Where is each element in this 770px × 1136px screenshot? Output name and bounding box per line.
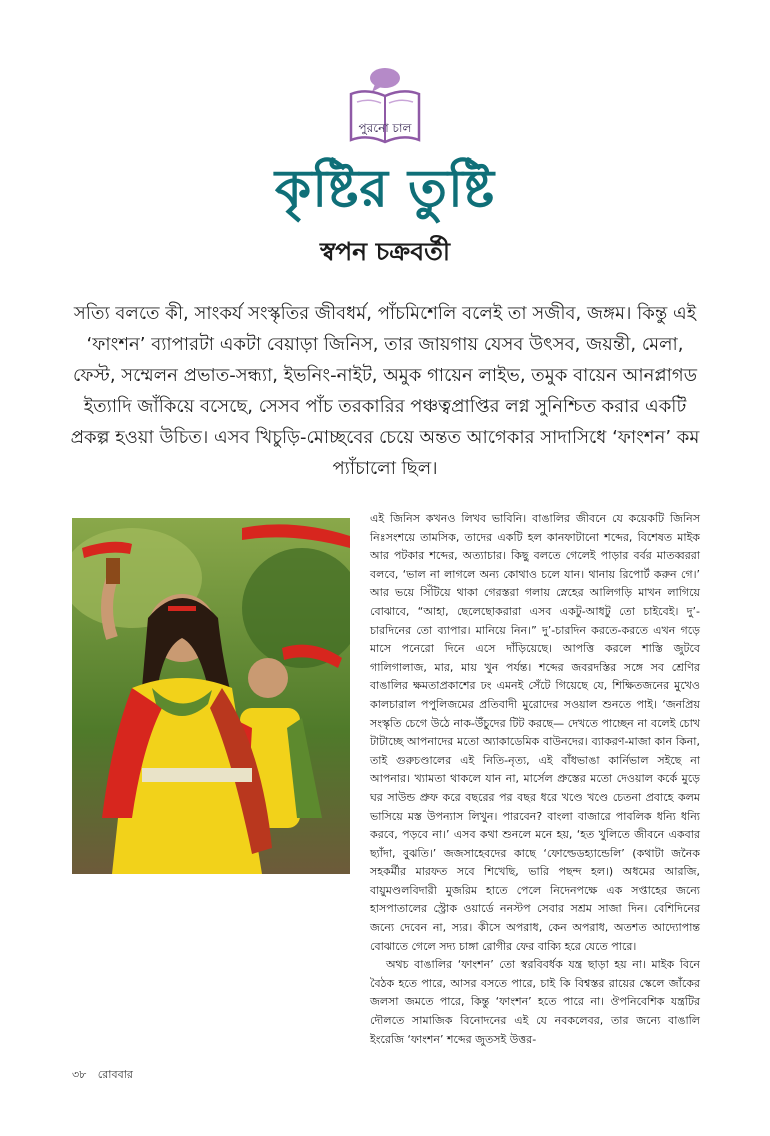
body-paragraph: এই জিনিস কখনও লিখব ভাবিনি। বাঙালির জীবনে যে কয়েকটি জিনিস নিঃসংশয়ে তামসিক, তাদের একটি হল কানফাটানো শব্দের, বিশেষত মাইক আর পটকার শব্দের, অত্যাচার। কিছু বলতে গেলেই পাড়ার বর্বর মাতব্বররা বলবে, ‘ভাল না লাগলে অন্য কোথাও চলে যান। থানায় রিপোর্ট করুন গে।’ আর ভয়ে সিঁটিয়ে থাকা গেরস্তরা গলায় স্নেহের আলিগড়ি মাখন লাগিয়ে বোঝাবে, “আহা, ছেলেছোকরারা এসব একটু-আধটু তো চাইবেই। দু’-চারদিনের তো ব্যাপার। মানিয়ে নিন।” দু’-চারদিন করতে-করতে এখন গড়ে মাসে পনেরো দিনে এসে দাঁড়িয়েছে। আপত্তি করলে শাস্তি জুটবে গালিগালাজ, মার, মায় খুন পর্যন্ত। শব্দের জবরদস্তির সঙ্গে সব শ্রেণির বাঙালির ক্ষমতাপ্রকাশের ঢং এমনই সেঁটে গিয়েছে যে, শিক্ষিতজনের মুখেও কালচারাল পপুলিজমের প্রতিবাদী মুরোদের সওয়াল শুনতে পাই। ‘জনপ্রিয় সংস্কৃতি চেগে উঠে নাক-উঁচুদের টিট করছে— দেখতে পাচ্ছেন না বলেই চোখ টাটাচ্ছে আপনাদের মতো অ্যাকাডেমিক বাউনদের। ব্যাকরণ-মাজা কান কিনা, তাই গুরুচণ্ডালের এই নিতি-নৃত্য, এই বাঁধভাঙা কার্নিভাল সইছে না আপনার। খ্যামতা থাকলে যান না, মার্সেল প্রুস্তের মতো দেওয়াল কর্কে মুড়ে ঘর সাউন্ড প্রুফ করে বছরের পর বছর ধরে খণ্ডে খণ্ডে চেতনা প্রবাহে কলম ভাসিয়ে মস্ত উপন্যাস লিখুন। পারবেন? বাংলা বাজারে পাবলিক ধন্যি ধন্যি করবে, পড়বে না।’ এসব কথা শুনলে মনে হয়, ‘হত খুলিতে জীবনে একবার ছ্যাঁদা, বুঝতি।’ জজসাহেবদের কাছে ‘ফোল্ডেডহ্যান্ডেলি’ (কথাটা জনৈক সহকর্মীর মারফত সবে শিখেছি, ভারি পছন্দ হল।) অধমের আরজি, বায়ুমণ্ডলবিদারী মুজরিম হাতে পেলে নিদেনপক্ষে এক সপ্তাহের জন্যে হাসপাতালের স্ট্রোক ওয়ার্ডে ননস্টপ সেবার সশ্রম সাজা দিন। বেশিদিনের জন্যে দেবেন না, স্যর। কীসে অপরাধ, কেন অপরাধ, অতশত আদ্যোপান্ত বোঝাতে গেলে সদ্য চাঙ্গা রোগীর ফের বাক্যি হরে যেতে পারে। — [370, 512, 700, 953]
body-paragraph: অথচ বাঙালির ‘ফাংশন’ তো স্বরবিবর্ধক যন্ত্র ছাড়া হয় না। মাইক বিনে বৈঠক হতে পারে, আসর বসতে পারে, চাই কি বিশ্বস্তর রায়ের স্কেলে জাঁকের জলসা জমতে পারে, কিন্তু ‘ফাংশন’ হতে পারে না। ঔপনিবেশিক যন্ত্রটির দৌলতে সামাজিক বিনোদনের এই যে নবকলেবর, তার জন্যে বাঙালি ইংরেজি ‘ফাংশন’ শব্দের জুতসই উত্তর- — [370, 958, 700, 1046]
column-label: পুরনো চাল — [358, 121, 412, 135]
article-body — [370, 510, 700, 1049]
column-badge — [345, 64, 425, 148]
article-title: কৃষ্টির তুষ্টি — [274, 158, 496, 219]
page-number: ৩৮ — [72, 1068, 87, 1081]
intro-paragraph: সত্যি বলতে কী, সাংকর্য সংস্কৃতির জীবধর্ম, পাঁচমিশেলি বলেই তা সজীব, জঙ্গম। কিন্তু এই ‘ফাংশন’ ব্যাপারটা একটা বেয়াড়া জিনিস, তার জায়গায় যেসব উৎসব, জয়ন্তী, মেলা, ফেস্ট, সম্মেলন প্রভাত-সন্ধ্যা, ইভনিং-নাইট, অমুক গায়েন লাইভ, তমুক বায়েন আনপ্লাগড ইত্যাদি জাঁকিয়ে বসেছে, সেসব পাঁচ তরকারির পঞ্চত্বপ্রাপ্তির লগ্ন সুনিশ্চিত করার একটি প্রকল্প হওয়া উচিত। এসব খিচুড়ি-মোচ্ছবের চেয়ে অন্তত আগেকার সাদাসিধে ‘ফাংশন’ কম প্যাঁচালো ছিল। — [70, 303, 700, 479]
page-footer — [72, 1066, 133, 1085]
dancers-photo — [72, 518, 350, 874]
author-name: স্বপন চক্রবর্তী — [319, 237, 451, 266]
publication-name: রোববার — [97, 1068, 133, 1081]
